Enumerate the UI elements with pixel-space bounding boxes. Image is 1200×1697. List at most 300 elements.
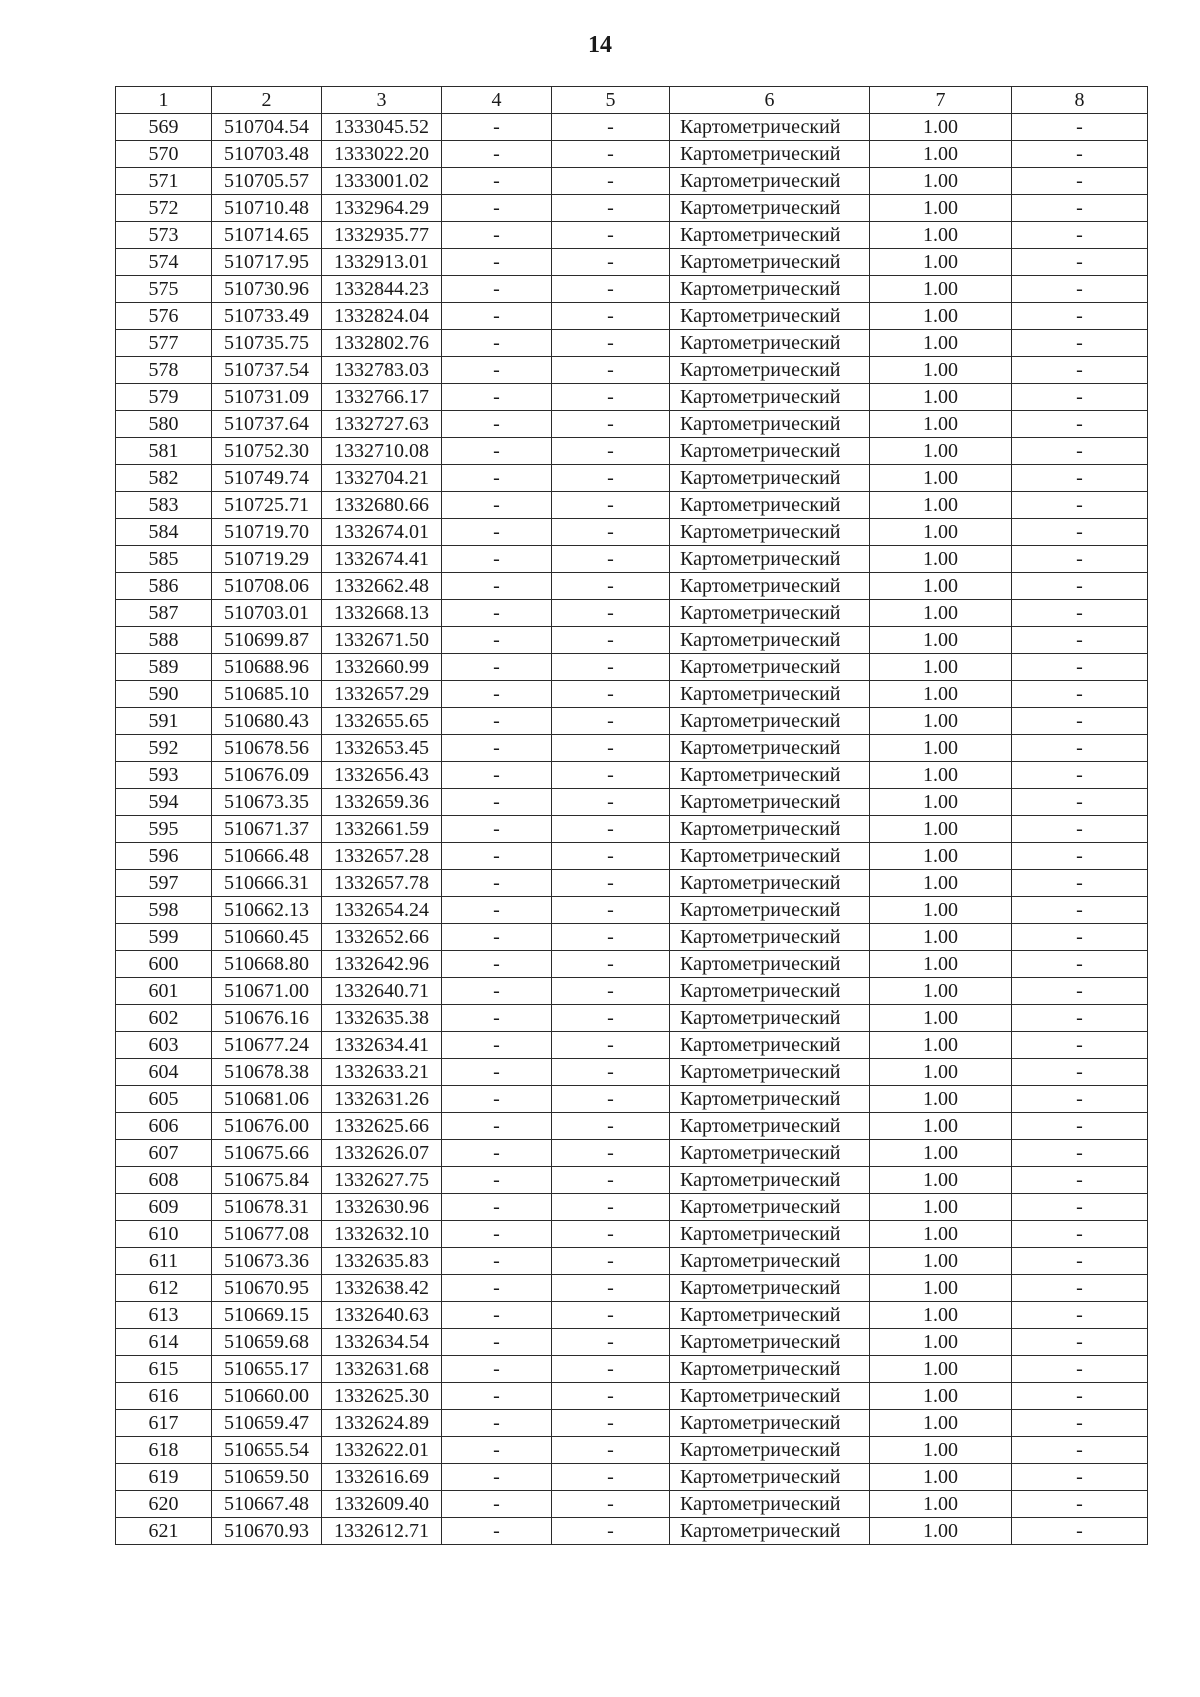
table-cell-col-4: - [442,1221,552,1248]
table-row [116,1221,1148,1248]
table-cell-col-2: 510659.68 [212,1329,322,1356]
table-row [116,1410,1148,1437]
table-cell-col-5: - [552,546,670,573]
table-row [116,1302,1148,1329]
table-cell-col-2: 510671.37 [212,816,322,843]
table-cell-col-5: - [552,141,670,168]
table-cell-col-3: 1332661.59 [322,816,442,843]
table-cell-col-7: 1.00 [870,1221,1012,1248]
table-cell-col-4: - [442,519,552,546]
table-row [116,303,1148,330]
table-cell-col-6: Картометрический [670,573,870,600]
table-cell-col-7: 1.00 [870,1005,1012,1032]
table-cell-col-4: - [442,1302,552,1329]
table-cell-col-7: 1.00 [870,195,1012,222]
table-cell-col-1: 607 [116,1140,212,1167]
table-cell-col-8: - [1012,1113,1148,1140]
table-cell-col-2: 510708.06 [212,573,322,600]
table-cell-col-3: 1332802.76 [322,330,442,357]
table-cell-col-1: 618 [116,1437,212,1464]
table-cell-col-7: 1.00 [870,897,1012,924]
table-cell-col-3: 1332668.13 [322,600,442,627]
table-cell-col-8: - [1012,1140,1148,1167]
table-cell-col-4: - [442,573,552,600]
table-cell-col-4: - [442,627,552,654]
table-cell-col-5: - [552,276,670,303]
table-cell-col-1: 584 [116,519,212,546]
table-cell-col-4: - [442,1410,552,1437]
table-cell-col-2: 510655.17 [212,1356,322,1383]
table-cell-col-1: 596 [116,843,212,870]
table-row [116,1329,1148,1356]
table-row [116,681,1148,708]
table-cell-col-5: - [552,1032,670,1059]
table-cell-col-7: 1.00 [870,168,1012,195]
table-cell-col-1: 579 [116,384,212,411]
table-row [116,1464,1148,1491]
table-cell-col-4: - [442,843,552,870]
table-cell-col-1: 577 [116,330,212,357]
table-cell-col-4: - [442,303,552,330]
table-cell-col-8: - [1012,654,1148,681]
table-row [116,870,1148,897]
table-cell-col-7: 1.00 [870,222,1012,249]
table-cell-col-1: 594 [116,789,212,816]
table-row [116,1167,1148,1194]
table-cell-col-1: 572 [116,195,212,222]
table-row [116,1437,1148,1464]
table-cell-col-4: - [442,897,552,924]
table-cell-col-7: 1.00 [870,951,1012,978]
table-cell-col-8: - [1012,276,1148,303]
table-cell-col-1: 593 [116,762,212,789]
table-cell-col-7: 1.00 [870,1410,1012,1437]
table-row [116,897,1148,924]
table-cell-col-8: - [1012,438,1148,465]
table-cell-col-1: 615 [116,1356,212,1383]
table-cell-col-1: 574 [116,249,212,276]
table-cell-col-6: Картометрический [670,1221,870,1248]
table-cell-col-3: 1332631.26 [322,1086,442,1113]
table-cell-col-8: - [1012,1059,1148,1086]
table-cell-col-6: Картометрический [670,1167,870,1194]
table-cell-col-8: - [1012,951,1148,978]
table-cell-col-4: - [442,1275,552,1302]
table-cell-col-5: - [552,114,670,141]
table-cell-col-4: - [442,654,552,681]
table-cell-col-6: Картометрический [670,924,870,951]
table-cell-col-2: 510659.50 [212,1464,322,1491]
table-cell-col-7: 1.00 [870,600,1012,627]
table-cell-col-1: 573 [116,222,212,249]
table-cell-col-6: Картометрический [670,1410,870,1437]
table-cell-col-4: - [442,195,552,222]
table-cell-col-3: 1332654.24 [322,897,442,924]
table-body [116,114,1148,1545]
table-cell-col-5: - [552,438,670,465]
table-cell-col-5: - [552,681,670,708]
column-header-5: 5 [552,87,670,114]
table-row [116,573,1148,600]
table-cell-col-8: - [1012,1491,1148,1518]
table-cell-col-5: - [552,168,670,195]
table-cell-col-2: 510735.75 [212,330,322,357]
table-cell-col-5: - [552,1464,670,1491]
table-cell-col-4: - [442,384,552,411]
table-cell-col-6: Картометрический [670,1248,870,1275]
table-cell-col-5: - [552,357,670,384]
table-cell-col-8: - [1012,1275,1148,1302]
table-cell-col-8: - [1012,1437,1148,1464]
table-cell-col-3: 1332633.21 [322,1059,442,1086]
table-cell-col-6: Картометрический [670,1329,870,1356]
table-row [116,519,1148,546]
table-cell-col-4: - [442,1167,552,1194]
table-cell-col-4: - [442,978,552,1005]
table-cell-col-3: 1332631.68 [322,1356,442,1383]
table-cell-col-1: 598 [116,897,212,924]
table-cell-col-6: Картометрический [670,1356,870,1383]
table-cell-col-5: - [552,816,670,843]
table-cell-col-7: 1.00 [870,924,1012,951]
table-cell-col-7: 1.00 [870,789,1012,816]
table-cell-col-4: - [442,1248,552,1275]
column-header-8: 8 [1012,87,1148,114]
table-row [116,1491,1148,1518]
table-cell-col-6: Картометрический [670,1005,870,1032]
table-row [116,114,1148,141]
table-cell-col-2: 510673.36 [212,1248,322,1275]
table-cell-col-8: - [1012,1194,1148,1221]
table-cell-col-2: 510710.48 [212,195,322,222]
table-cell-col-3: 1332609.40 [322,1491,442,1518]
table-cell-col-1: 603 [116,1032,212,1059]
table-cell-col-7: 1.00 [870,492,1012,519]
table-cell-col-2: 510673.35 [212,789,322,816]
table-cell-col-1: 595 [116,816,212,843]
table-cell-col-8: - [1012,1005,1148,1032]
table-cell-col-3: 1332660.99 [322,654,442,681]
table-cell-col-3: 1332635.83 [322,1248,442,1275]
table-cell-col-4: - [442,708,552,735]
table-row [116,924,1148,951]
table-cell-col-7: 1.00 [870,357,1012,384]
table-cell-col-5: - [552,897,670,924]
table-cell-col-6: Картометрический [670,762,870,789]
table-cell-col-3: 1332640.71 [322,978,442,1005]
table-row [116,978,1148,1005]
table-cell-col-5: - [552,465,670,492]
table-cell-col-7: 1.00 [870,627,1012,654]
table-row [116,141,1148,168]
table-cell-col-2: 510719.29 [212,546,322,573]
table-cell-col-2: 510666.48 [212,843,322,870]
table-cell-col-8: - [1012,1410,1148,1437]
table-cell-col-3: 1332657.29 [322,681,442,708]
table-cell-col-7: 1.00 [870,249,1012,276]
table-cell-col-5: - [552,600,670,627]
table-row [116,762,1148,789]
table-cell-col-4: - [442,276,552,303]
table-row [116,1248,1148,1275]
table-cell-col-5: - [552,1221,670,1248]
table-cell-col-7: 1.00 [870,546,1012,573]
table-row [116,600,1148,627]
table-cell-col-6: Картометрический [670,519,870,546]
table-row [116,708,1148,735]
table-cell-col-3: 1332612.71 [322,1518,442,1545]
table-cell-col-7: 1.00 [870,330,1012,357]
table-cell-col-1: 599 [116,924,212,951]
table-row [116,951,1148,978]
table-row [116,1032,1148,1059]
table-cell-col-4: - [442,1383,552,1410]
table-cell-col-6: Картометрический [670,195,870,222]
table-row [116,465,1148,492]
table-cell-col-3: 1332657.28 [322,843,442,870]
table-cell-col-6: Картометрический [670,843,870,870]
table-cell-col-6: Картометрический [670,951,870,978]
table-cell-col-3: 1332640.63 [322,1302,442,1329]
table-cell-col-7: 1.00 [870,1059,1012,1086]
table-cell-col-3: 1332710.08 [322,438,442,465]
table-cell-col-2: 510688.96 [212,654,322,681]
table-cell-col-8: - [1012,1518,1148,1545]
table-row [116,330,1148,357]
table-cell-col-8: - [1012,681,1148,708]
table-cell-col-1: 617 [116,1410,212,1437]
table-row [116,735,1148,762]
table-cell-col-4: - [442,681,552,708]
table-cell-col-1: 610 [116,1221,212,1248]
table-cell-col-3: 1332634.54 [322,1329,442,1356]
table-cell-col-7: 1.00 [870,276,1012,303]
table-cell-col-8: - [1012,1086,1148,1113]
table-cell-col-6: Картометрический [670,1032,870,1059]
table-cell-col-4: - [442,1491,552,1518]
table-cell-col-4: - [442,330,552,357]
table-cell-col-3: 1332727.63 [322,411,442,438]
table-cell-col-8: - [1012,195,1148,222]
table-cell-col-5: - [552,735,670,762]
table-cell-col-8: - [1012,816,1148,843]
table-cell-col-6: Картометрический [670,654,870,681]
table-cell-col-4: - [442,1140,552,1167]
table-cell-col-7: 1.00 [870,843,1012,870]
table-cell-col-4: - [442,735,552,762]
table-cell-col-3: 1332662.48 [322,573,442,600]
table-cell-col-3: 1332634.41 [322,1032,442,1059]
table-cell-col-6: Картометрический [670,465,870,492]
table-cell-col-1: 576 [116,303,212,330]
table-cell-col-6: Картометрический [670,276,870,303]
table-cell-col-5: - [552,1059,670,1086]
table-cell-col-4: - [442,1113,552,1140]
table-cell-col-7: 1.00 [870,1113,1012,1140]
table-cell-col-6: Картометрический [670,627,870,654]
table-cell-col-8: - [1012,330,1148,357]
table-cell-col-5: - [552,384,670,411]
table-cell-col-5: - [552,1140,670,1167]
table-cell-col-5: - [552,492,670,519]
table-cell-col-3: 1332616.69 [322,1464,442,1491]
table-row [116,1059,1148,1086]
table-cell-col-7: 1.00 [870,1248,1012,1275]
table-cell-col-2: 510660.45 [212,924,322,951]
table-cell-col-7: 1.00 [870,1140,1012,1167]
table-cell-col-3: 1332704.21 [322,465,442,492]
table-row [116,249,1148,276]
table-cell-col-3: 1332783.03 [322,357,442,384]
table-cell-col-5: - [552,330,670,357]
table-row [116,276,1148,303]
table-cell-col-5: - [552,573,670,600]
table-cell-col-8: - [1012,708,1148,735]
table-row [116,1140,1148,1167]
table-cell-col-4: - [442,168,552,195]
table-cell-col-5: - [552,1086,670,1113]
table-cell-col-8: - [1012,627,1148,654]
table-cell-col-6: Картометрический [670,438,870,465]
table-cell-col-3: 1332630.96 [322,1194,442,1221]
table-cell-col-8: - [1012,1464,1148,1491]
table-cell-col-2: 510699.87 [212,627,322,654]
table-cell-col-7: 1.00 [870,1194,1012,1221]
table-cell-col-7: 1.00 [870,762,1012,789]
table-cell-col-2: 510670.93 [212,1518,322,1545]
table-cell-col-1: 602 [116,1005,212,1032]
table-cell-col-5: - [552,303,670,330]
table-cell-col-5: - [552,870,670,897]
table-cell-col-1: 581 [116,438,212,465]
table-cell-col-4: - [442,1194,552,1221]
table-cell-col-6: Картометрический [670,708,870,735]
table-cell-col-2: 510676.16 [212,1005,322,1032]
table-cell-col-3: 1332653.45 [322,735,442,762]
table-cell-col-6: Картометрический [670,1491,870,1518]
table-cell-col-7: 1.00 [870,303,1012,330]
table-cell-col-4: - [442,492,552,519]
table-cell-col-7: 1.00 [870,735,1012,762]
table-cell-col-4: - [442,249,552,276]
table-cell-col-5: - [552,924,670,951]
table-cell-col-6: Картометрический [670,546,870,573]
table-row [116,1086,1148,1113]
table-cell-col-4: - [442,951,552,978]
table-cell-col-6: Картометрический [670,303,870,330]
table-cell-col-7: 1.00 [870,1437,1012,1464]
table-cell-col-2: 510676.09 [212,762,322,789]
table-cell-col-3: 1332632.10 [322,1221,442,1248]
table-cell-col-8: - [1012,384,1148,411]
table-header-row [116,87,1148,114]
table-cell-col-1: 590 [116,681,212,708]
table-cell-col-8: - [1012,546,1148,573]
table-cell-col-4: - [442,1329,552,1356]
table-cell-col-1: 611 [116,1248,212,1275]
table-cell-col-6: Картометрический [670,492,870,519]
table-cell-col-6: Картометрический [670,1302,870,1329]
table-cell-col-3: 1332627.75 [322,1167,442,1194]
table-cell-col-8: - [1012,870,1148,897]
table-cell-col-2: 510681.06 [212,1086,322,1113]
table-cell-col-5: - [552,1113,670,1140]
table-cell-col-2: 510678.38 [212,1059,322,1086]
table-cell-col-1: 620 [116,1491,212,1518]
table-cell-col-7: 1.00 [870,1464,1012,1491]
table-cell-col-6: Картометрический [670,168,870,195]
table-cell-col-3: 1333045.52 [322,114,442,141]
table-cell-col-2: 510667.48 [212,1491,322,1518]
table-row [116,438,1148,465]
table-cell-col-6: Картометрический [670,357,870,384]
table-cell-col-3: 1332624.89 [322,1410,442,1437]
table-cell-col-3: 1332655.65 [322,708,442,735]
table-cell-col-7: 1.00 [870,384,1012,411]
table-cell-col-7: 1.00 [870,573,1012,600]
table-cell-col-1: 600 [116,951,212,978]
table-cell-col-2: 510730.96 [212,276,322,303]
table-cell-col-8: - [1012,1302,1148,1329]
table-cell-col-3: 1332642.96 [322,951,442,978]
table-row [116,168,1148,195]
table-cell-col-2: 510669.15 [212,1302,322,1329]
table-cell-col-7: 1.00 [870,1302,1012,1329]
table-row [116,492,1148,519]
table-cell-col-3: 1333022.20 [322,141,442,168]
table-cell-col-2: 510660.00 [212,1383,322,1410]
table-cell-col-4: - [442,1464,552,1491]
table-cell-col-7: 1.00 [870,1383,1012,1410]
table-cell-col-3: 1332671.50 [322,627,442,654]
table-cell-col-7: 1.00 [870,1032,1012,1059]
table-row [116,546,1148,573]
table-cell-col-5: - [552,654,670,681]
table-cell-col-7: 1.00 [870,411,1012,438]
column-header-1: 1 [116,87,212,114]
table-cell-col-5: - [552,519,670,546]
table-cell-col-5: - [552,222,670,249]
table-cell-col-2: 510662.13 [212,897,322,924]
table-cell-col-1: 612 [116,1275,212,1302]
table-cell-col-7: 1.00 [870,465,1012,492]
table-cell-col-8: - [1012,492,1148,519]
table-cell-col-2: 510677.08 [212,1221,322,1248]
table-row [116,195,1148,222]
table-cell-col-1: 609 [116,1194,212,1221]
table-cell-col-6: Картометрический [670,681,870,708]
table-cell-col-5: - [552,951,670,978]
table-cell-col-6: Картометрический [670,735,870,762]
table-cell-col-1: 583 [116,492,212,519]
table-cell-col-5: - [552,1518,670,1545]
table-cell-col-7: 1.00 [870,1275,1012,1302]
table-cell-col-6: Картометрический [670,1464,870,1491]
table-cell-col-6: Картометрический [670,114,870,141]
table-cell-col-5: - [552,1491,670,1518]
table-cell-col-6: Картометрический [670,1437,870,1464]
table-cell-col-4: - [442,816,552,843]
table-cell-col-1: 591 [116,708,212,735]
table-cell-col-6: Картометрический [670,816,870,843]
table-cell-col-1: 587 [116,600,212,627]
table-cell-col-7: 1.00 [870,978,1012,1005]
table-cell-col-6: Картометрический [670,600,870,627]
table-row [116,1383,1148,1410]
table-cell-col-4: - [442,762,552,789]
table-cell-col-3: 1332674.01 [322,519,442,546]
table-cell-col-3: 1332935.77 [322,222,442,249]
